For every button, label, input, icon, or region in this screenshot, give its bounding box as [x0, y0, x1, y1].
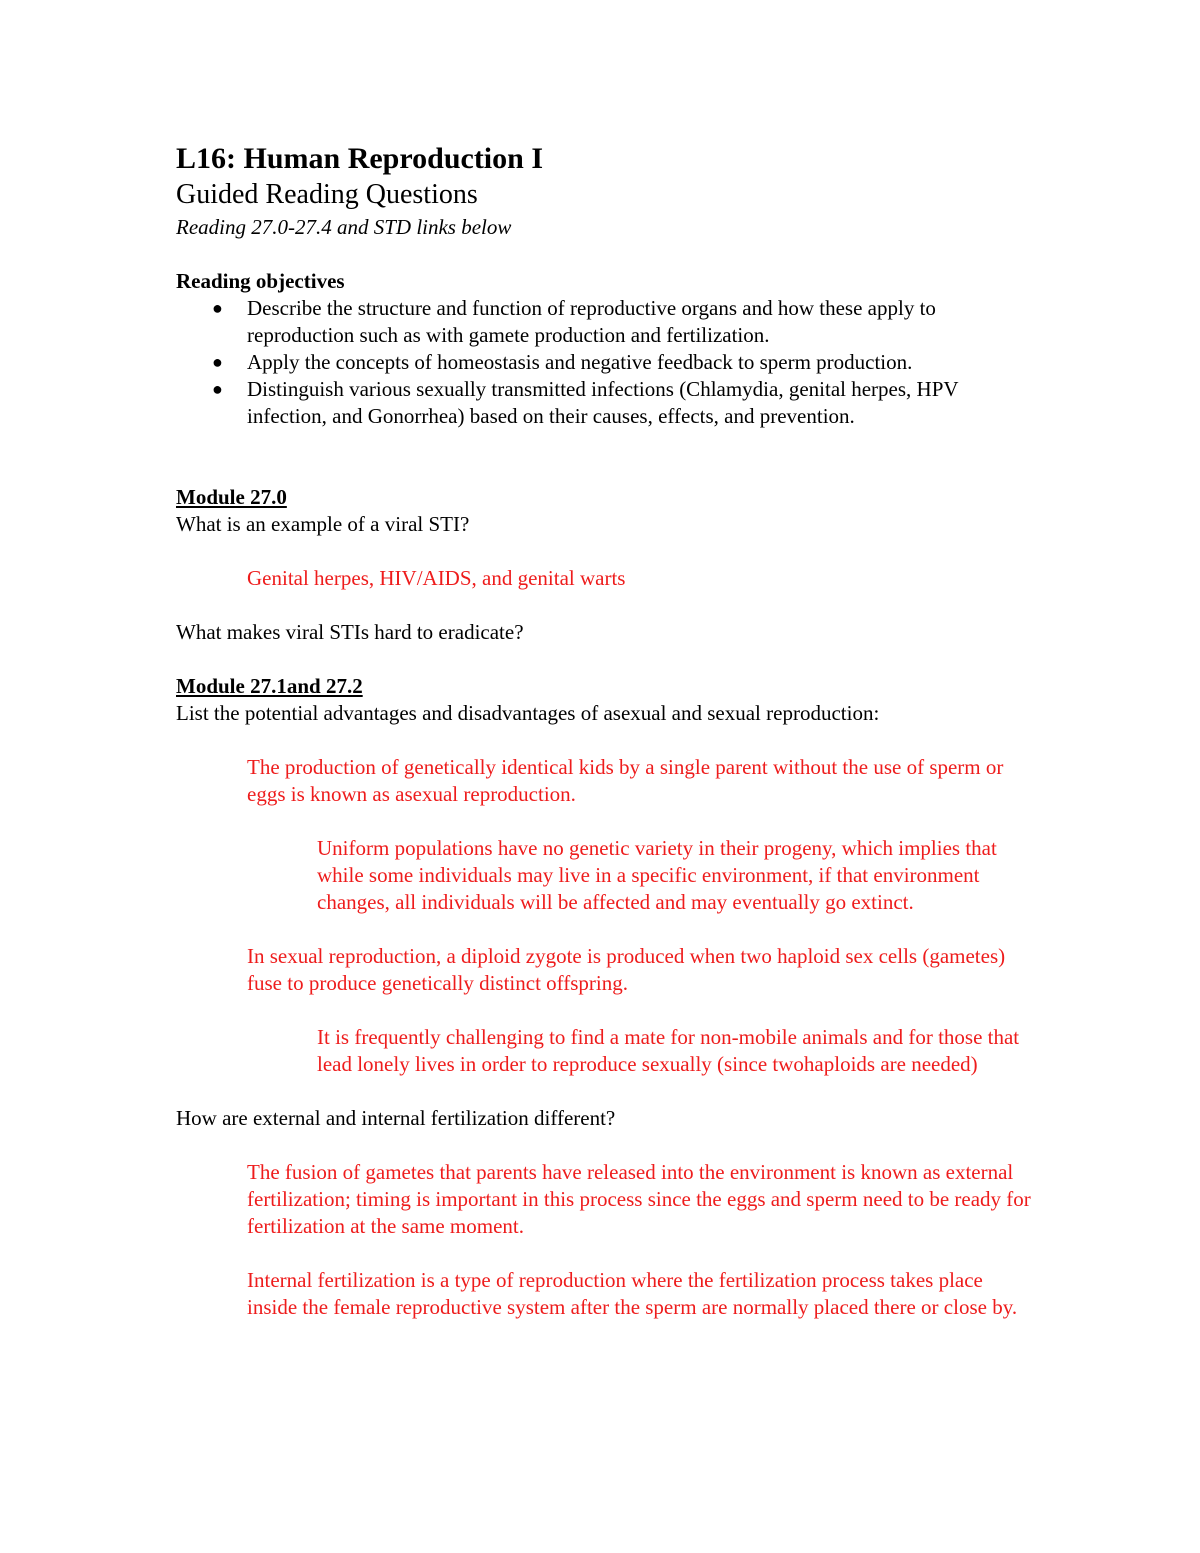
spacer	[176, 1078, 1036, 1105]
spacer	[176, 430, 1036, 484]
reading-note: Reading 27.0-27.4 and STD links below	[176, 215, 512, 239]
answer-sexual-detail: It is frequently challenging to find a mate for non-mobile animals and for those that lead lonely lives in order to reproduce sexually (since twohaploids are needed)	[317, 1025, 1020, 1076]
spacer	[176, 916, 1036, 943]
answer-asexual-detail: Uniform populations have no genetic variety in their progeny, which implies that while some individuals may live in a specific environment, if that environment changes, all individuals will be affected and may eventually go extinct.	[317, 836, 997, 914]
module-heading-27-0: Module 27.0	[176, 485, 287, 509]
bullet-icon: ●	[212, 298, 223, 318]
answer-asexual: The production of genetically identical kids by a single parent without the use of sperm or eggs is known as asexual reproduction.	[247, 755, 1004, 806]
spacer	[176, 592, 1036, 619]
objective-item	[176, 295, 1036, 349]
objective-text: Apply the concepts of homeostasis and negative feedback to sperm production.	[247, 350, 913, 374]
objectives-list	[176, 295, 1036, 430]
objective-text: Distinguish various sexually transmitted infections (Chlamydia, genital herpes, HPV infection, and Gonorrhea) based on their causes, effects, and prevention.	[247, 377, 959, 428]
spacer	[176, 1132, 1036, 1159]
bullet-icon: ●	[212, 352, 223, 372]
spacer	[176, 1240, 1036, 1267]
bullet-icon: ●	[212, 379, 223, 399]
objective-item	[176, 376, 1036, 430]
answer-external-fertilization: The fusion of gametes that parents have released into the environment is known as external fertilization; timing is important in this process since the eggs and sperm need to be ready for fertilization at the same moment.	[247, 1160, 1031, 1238]
document-title: L16: Human Reproduction I	[176, 142, 544, 175]
answer-viral-sti: Genital herpes, HIV/AIDS, and genital warts	[247, 566, 626, 590]
question-viral-sti-eradicate: What makes viral STIs hard to eradicate?	[176, 620, 524, 644]
answer-sexual: In sexual reproduction, a diploid zygote is produced when two haploid sex cells (gametes) fuse to produce genetically distinct offspring.	[247, 944, 1006, 995]
spacer	[176, 727, 1036, 754]
spacer	[176, 997, 1036, 1024]
document-page	[176, 140, 1036, 1321]
spacer	[176, 808, 1036, 835]
module-heading-27-1-2: Module 27.1and 27.2	[176, 674, 363, 698]
objective-text: Describe the structure and function of reproductive organs and how these apply to reproduction such as with gamete production and fertilization.	[247, 296, 936, 347]
spacer	[176, 538, 1036, 565]
question-advantages: List the potential advantages and disadvantages of asexual and sexual reproduction:	[176, 701, 880, 725]
document-subtitle: Guided Reading Questions	[176, 179, 478, 210]
question-fertilization: How are external and internal fertilization different?	[176, 1106, 616, 1130]
objectives-heading: Reading objectives	[176, 269, 345, 293]
spacer	[176, 646, 1036, 673]
answer-internal-fertilization: Internal fertilization is a type of reproduction where the fertilization process takes place inside the female reproductive system after the sperm are normally placed there or close by.	[247, 1268, 1018, 1319]
question-viral-sti: What is an example of a viral STI?	[176, 512, 470, 536]
objective-item	[176, 349, 1036, 376]
